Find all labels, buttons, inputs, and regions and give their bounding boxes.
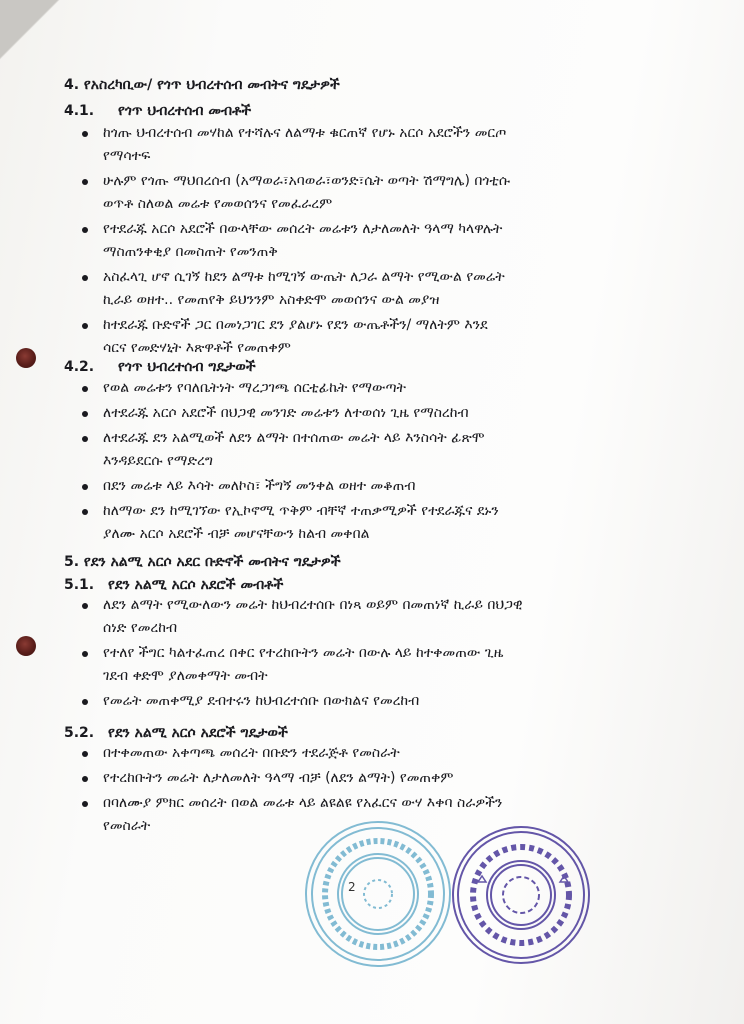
- bullet-icon: [82, 323, 88, 329]
- bullet-icon: [82, 411, 88, 417]
- list-item-text: የመስራት: [103, 818, 151, 834]
- list-item-text: በባለሙያ ምክር መሰረት በወል መሬቱ ላይ ልዩልዩ የአፈርና ውሃ እቀባ ስራዎችን: [103, 795, 503, 811]
- bullet-icon: [82, 603, 88, 609]
- list-item-text: ከተደራጁ ቡድኖች ጋር በመነጋገር ደን ያልሆኑ የደን ውጤቶችን/ ማለትም እንደ: [103, 317, 488, 333]
- list-item-text: ሁሉም የጎጡ ማህበረሰብ (አማወራ፣አባወራ፣ወንድ፣ሴት ወጣት ሽማግሌ) በጎቲሱ: [103, 173, 511, 189]
- section-5-heading: 5. የደን አልሚ አርሶ አደር ቡድኖች መብትና ግዴታዎች: [64, 554, 341, 570]
- section-5-2-number: 5.2.: [64, 725, 95, 741]
- list-item-text: የማሳተፍ: [103, 148, 151, 164]
- bullet-icon: [82, 131, 88, 137]
- section-5-1-title: የደን አልሚ አርሶ አደሮች መብቶች: [108, 577, 284, 593]
- list-item-text: የወል መሬቱን የባለቤትነት ማረጋገጫ ሰርቲፊኬት የማውጣት: [103, 380, 407, 396]
- bullet-icon: [82, 227, 88, 233]
- list-item-text: እንዳይደርሱ የማድረግ: [103, 453, 213, 469]
- right-round-stamp: [448, 822, 594, 968]
- list-item-text: ማስጠንቀቂያ በመስጠት የመንጠቅ: [103, 244, 278, 260]
- page-number: 2: [348, 880, 356, 894]
- list-item-text: በተቀመጠው አቀጣጫ መሰረት በቡድን ተደራጅቶ የመስራት: [103, 745, 400, 761]
- bullet-icon: [82, 776, 88, 782]
- list-item-text: ለተደራጁ አርሶ አደሮች በህጋዊ መንገድ መሬቱን ለተወሰነ ጊዜ የማስረከብ: [103, 405, 469, 421]
- section-5-2-title: የደን አልሚ አርሶ አደሮች ግዴታወች: [108, 725, 288, 741]
- section-4-heading: 4. የአስረካቢው/ የጎጥ ህብረተሰብ መብትና ግዴታዎች: [64, 77, 340, 93]
- bullet-icon: [82, 751, 88, 757]
- section-4-2-title: የጎጥ ህብረተሰብ ግዴታወች: [118, 359, 256, 375]
- list-item-text: በደን መሬቱ ላይ እሳት መለኮስ፣ ችግኝ መንቀል ወዘተ መቆጠብ: [103, 478, 416, 494]
- list-item-text: ለተደራጁ ደን አልሚወች ለደን ልማት በተሰጠው መሬት ላይ እንስሳት ፊጽሞ: [103, 430, 485, 446]
- section-5-1-number: 5.1.: [64, 577, 95, 593]
- list-item-text: ሳርና የመድሃኒት እጽዋቶች የመጠቀም: [103, 340, 291, 356]
- list-item-text: የተረከቡትን መሬት ለታለመለት ዓላማ ብቻ (ለደን ልማት) የመጠቀም: [103, 770, 454, 786]
- list-item-text: ገደብ ቀድሞ ያለመቀማት መብት: [103, 668, 268, 684]
- bullet-icon: [82, 386, 88, 392]
- left-round-stamp: [302, 818, 454, 970]
- section-4-2-number: 4.2.: [64, 359, 95, 375]
- list-item-text: ኪራይ ወዘተ.. የመጠየቅ ይህንንም አስቀድሞ መወሰንና ውል መያዝ: [103, 292, 440, 308]
- section-4-1-number: 4.1.: [64, 103, 95, 119]
- bullet-icon: [82, 801, 88, 807]
- list-item-text: ሰነድ የመረከብ: [103, 620, 178, 636]
- list-item-text: ከለማው ደን ከሚገኘው የኢኮኖሚ ጥቅም ብቸኛ ተጠቃሚዎች የተደራጁና ደኑን: [103, 503, 499, 519]
- bullet-icon: [82, 699, 88, 705]
- list-item-text: የመሬት መጠቀሚያ ደብተሩን ከህብረተሰቡ በውክልና የመረከብ: [103, 693, 420, 709]
- list-item-text: ወጥቶ ስለወል መሬቱ የመወሰንና የመፈራረም: [103, 196, 333, 212]
- bullet-icon: [82, 651, 88, 657]
- list-item-text: ለደን ልማት የሚውለውን መሬት ከህብረተሰቡ በነጻ ወይም በመጠነኛ ኪራይ በህጋዊ: [103, 597, 523, 613]
- bullet-icon: [82, 509, 88, 515]
- list-item-text: የተለየ ችግር ካልተፈጠረ በቀር የተረከቡትን መሬት በውሉ ላይ ከተቀመጠው ጊዜ: [103, 645, 504, 661]
- bullet-icon: [82, 275, 88, 281]
- bullet-icon: [82, 436, 88, 442]
- list-item-text: አስፈላጊ ሆኖ ሲገኝ ከደን ልማቱ ከሚገኝ ውጤት ለጋራ ልማት የሚውል የመሬት: [103, 269, 505, 285]
- list-item-text: የተደራጁ አርሶ አደሮች በውላቸው መሰረት መሬቱን ለታለመለት ዓላማ ካላዋሉት: [103, 221, 503, 237]
- list-item-text: ከጎጡ ህብረተሰብ መሃከል የተሻሉና ለልማቱ ቁርጠኛ የሆኑ አርሶ አደሮችን መርጦ: [103, 125, 507, 141]
- section-4-1-title: የጎጥ ህብረተሰብ መብቶች: [118, 103, 252, 119]
- bullet-icon: [82, 484, 88, 490]
- bullet-icon: [82, 179, 88, 185]
- list-item-text: ያለሙ አርሶ አደሮች ብቻ መሆናቸውን ከልብ መቀበል: [103, 526, 370, 542]
